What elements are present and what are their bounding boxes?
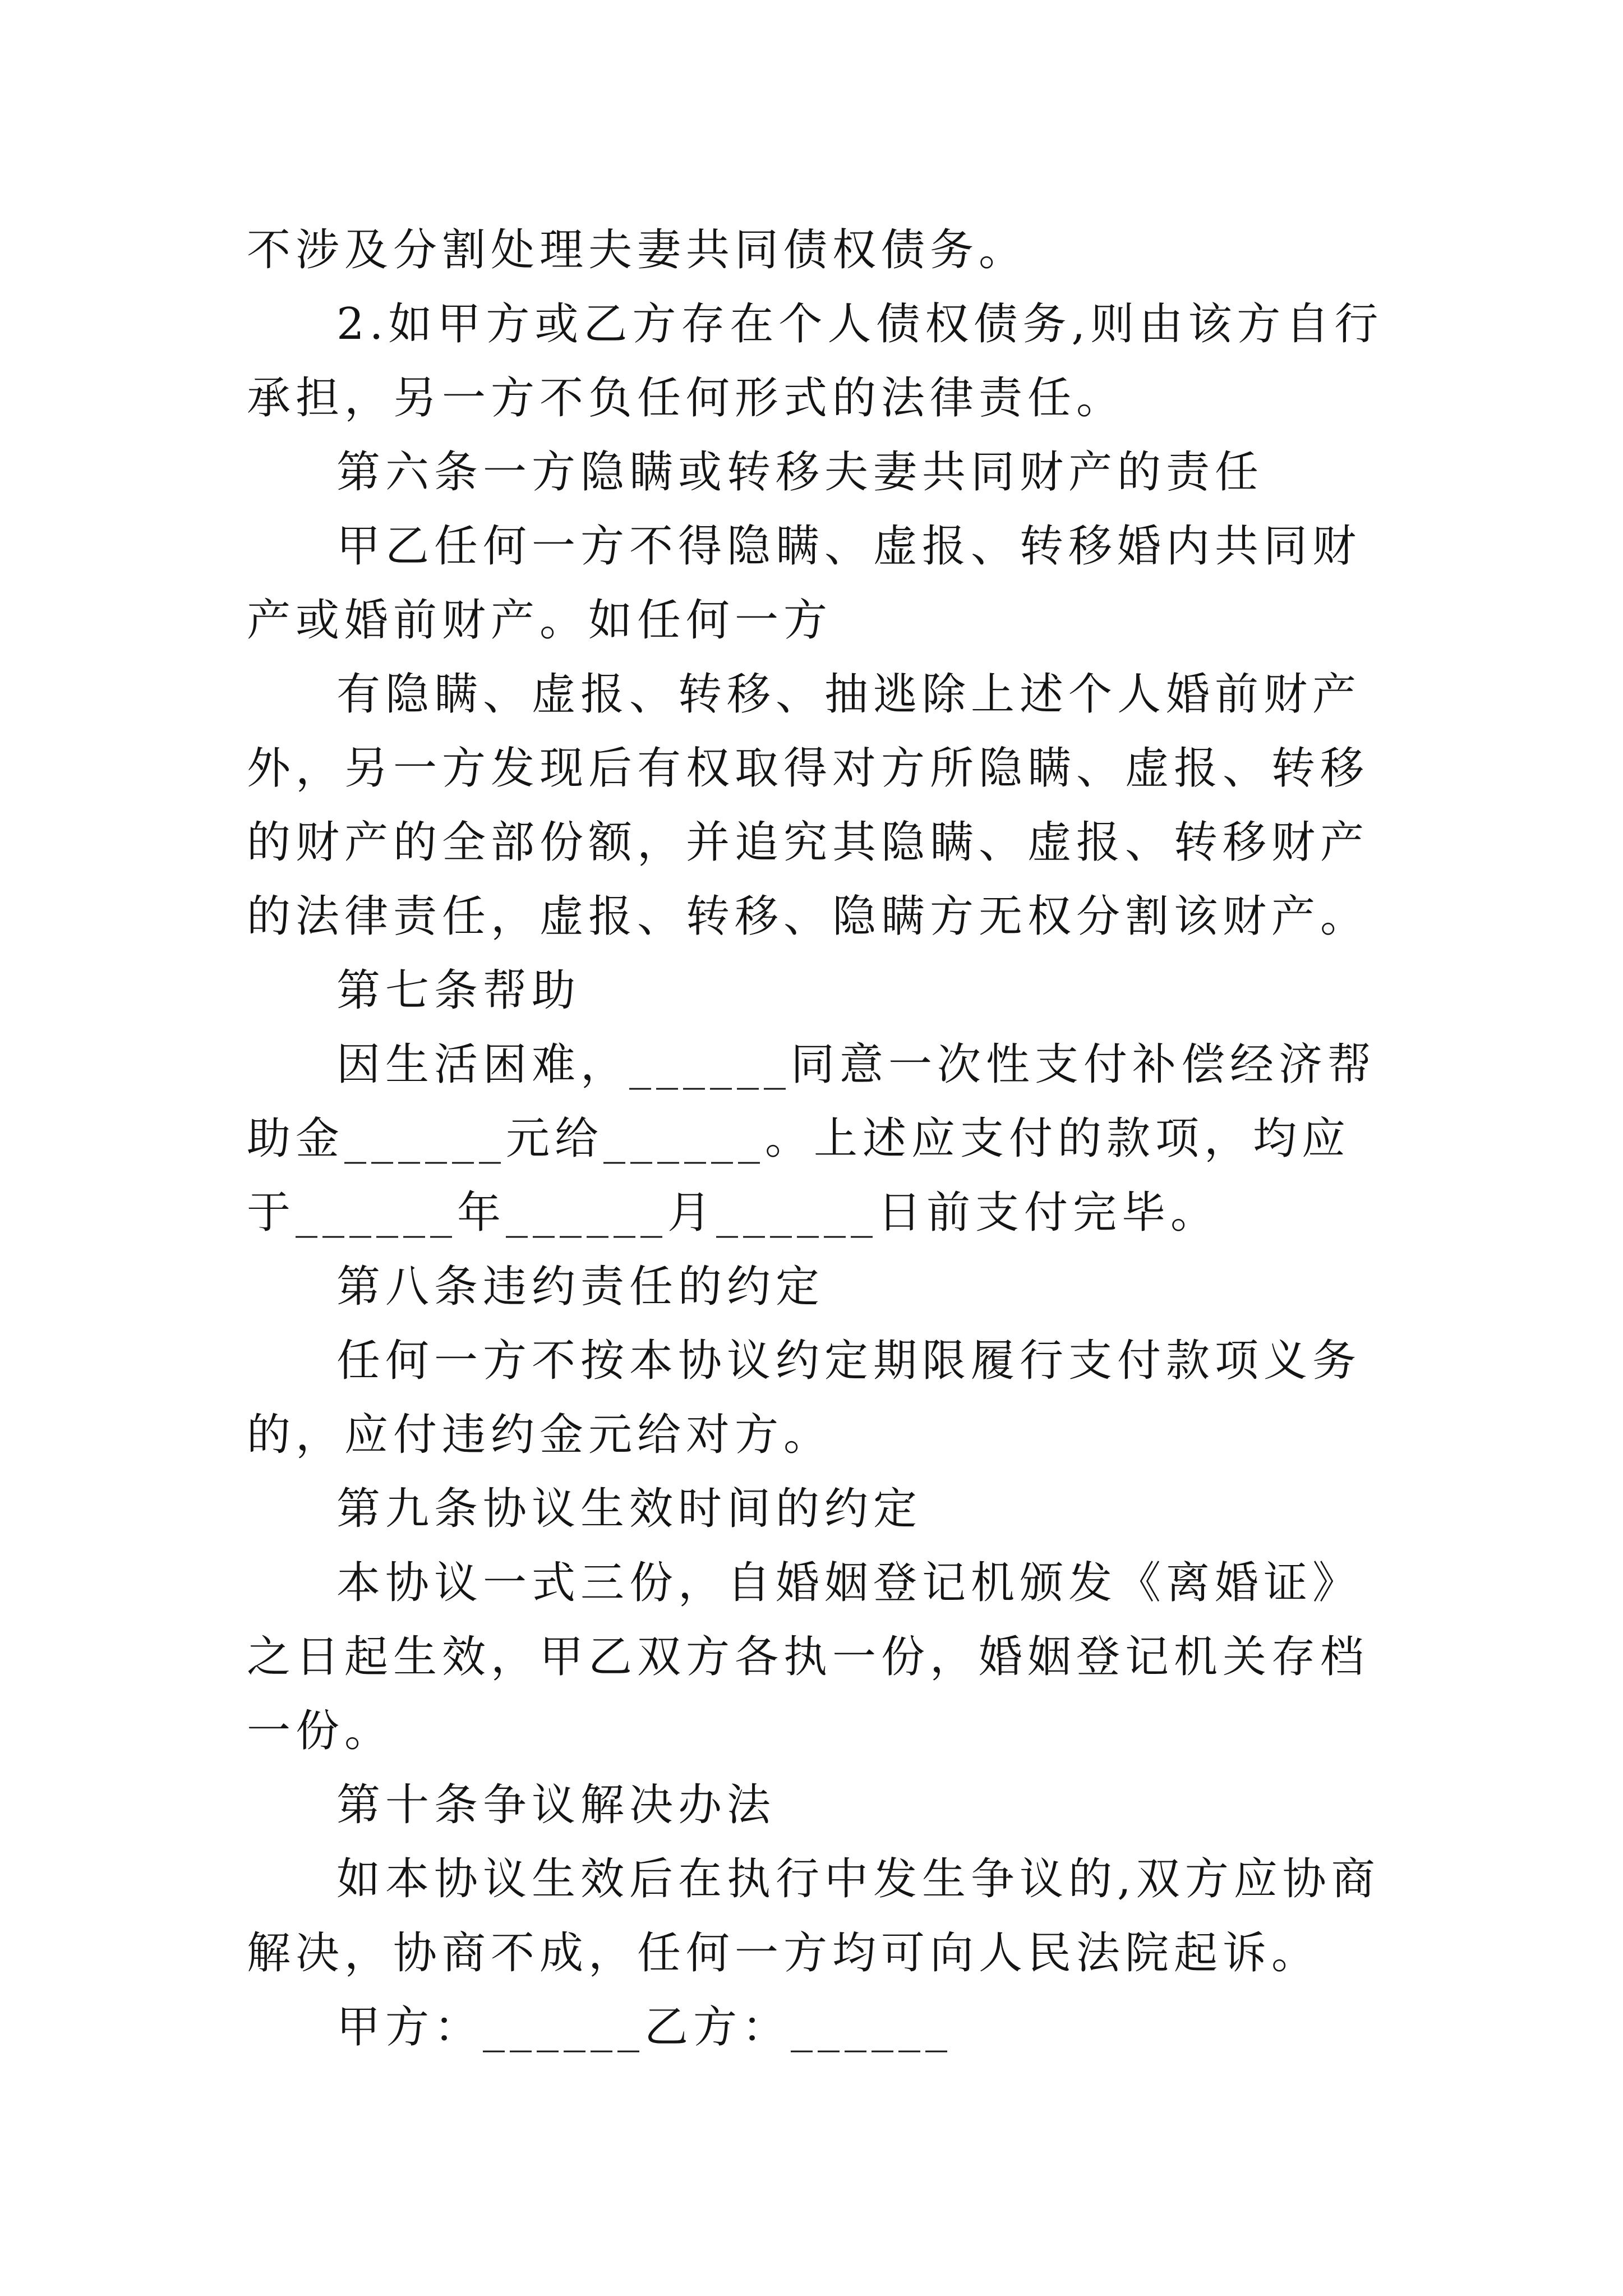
signature-line: 甲方：______乙方：______ <box>336 2002 953 2053</box>
paragraph-effective-date: 本协议一式三份，自婚姻登记机颁发《离婚证》之日起生效，甲乙双方各执一份，婚姻登记机关存档一份。 <box>247 1558 1370 1756</box>
paragraph-concealment-penalty: 有隐瞒、虚报、转移、抽逃除上述个人婚前财产外，另一方发现后有权取得对方所隐瞒、虚报、转移的财产的全部份额，并追究其隐瞒、虚报、转移财产的法律责任，虚报、转移、隐瞒方无权分割该财产。 <box>247 669 1370 942</box>
article-6-heading: 第六条一方隐瞒或转移夫妻共同财产的责任 <box>336 447 1264 498</box>
paragraph-breach-penalty: 任何一方不按本协议约定期限履行支付款项义务的，应付违约金元给对方。 <box>247 1336 1362 1460</box>
document-body <box>247 213 1391 2064</box>
article-10-heading: 第十条争议解决办法 <box>336 1780 776 1830</box>
paragraph-debts-not-divided: 不涉及分割处理夫妻共同债权债务。 <box>247 225 1028 275</box>
paragraph-assistance-payment: 因生活困难，______同意一次性支付补偿经济帮助金______元给______。上述应支付的款项，均应于______年______月______日前支付完毕。 <box>247 1039 1377 1238</box>
paragraph-no-concealment: 甲乙任何一方不得隐瞒、虚报、转移婚内共同财产或婚前财产。如任何一方 <box>247 521 1362 646</box>
paragraph-dispute-resolution: 如本协议生效后在执行中发生争议的,双方应协商解决，协商不成，任何一方均可向人民法院起诉。 <box>247 1854 1380 1978</box>
article-8-heading: 第八条违约责任的约定 <box>336 1262 825 1312</box>
paragraph-personal-debts: 2.如甲方或乙方存在个人债权债务,则由该方自行承担，另一方不负任何形式的法律责任。 <box>247 299 1384 424</box>
article-9-heading: 第九条协议生效时间的约定 <box>336 1484 923 1534</box>
article-7-heading: 第七条帮助 <box>336 965 581 1016</box>
